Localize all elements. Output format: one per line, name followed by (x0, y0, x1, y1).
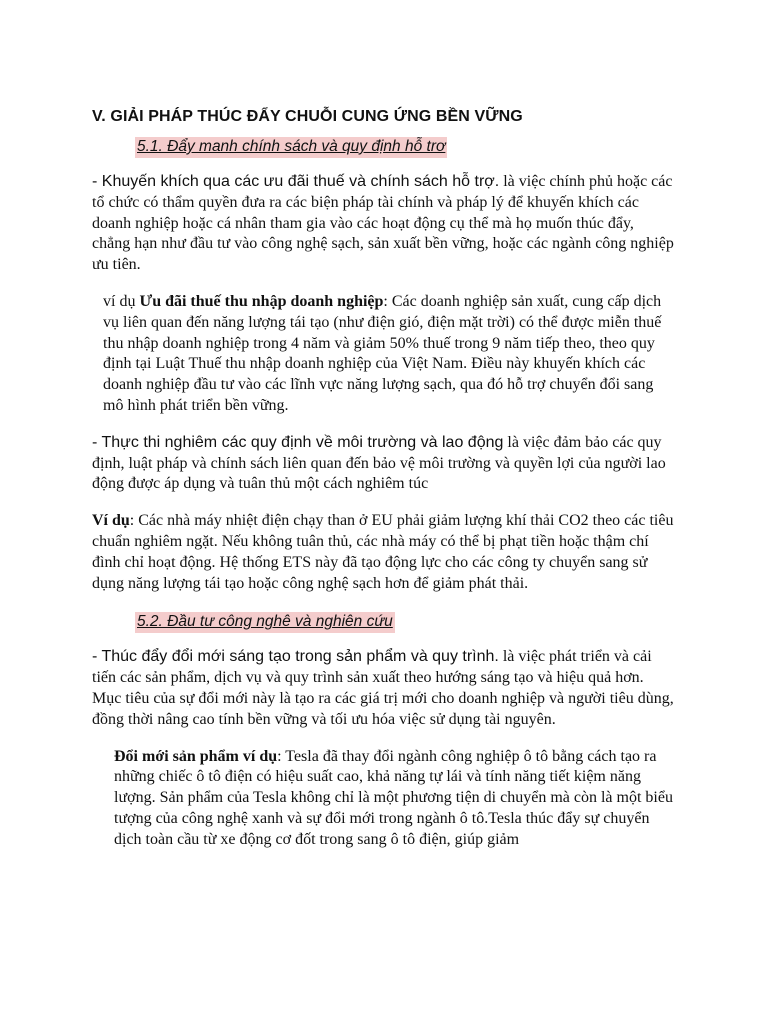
example-bold-term: Ví dụ (92, 512, 130, 530)
example-tesla (92, 747, 676, 851)
paragraph-tax-incentives (92, 172, 676, 276)
paragraph-lead: - Thực thi nghiêm các quy định về môi trường và lao động (92, 433, 504, 451)
example-bold-term: Đổi mới sản phẩm ví dụ (114, 747, 278, 765)
example-eu-emissions (92, 511, 676, 594)
paragraph-body: là việc đảm bảo các quy định, luật pháp và chính sách liên quan đến bảo vệ môi trường và quyền lợi của người lao động được áp dụng và tuân thủ một cách nghiêm túc (92, 433, 666, 493)
paragraph-body: là việc chính phủ hoặc các tổ chức có thẩm quyền đưa ra các biện pháp tài chính và pháp lý để khuyến khích các doanh nghiệp hoặc cá nhân tham gia vào các hoạt động cụ thể mà họ muốn thúc đẩy, chẳng hạn như đầu tư vào công nghệ sạch, sản xuất bền vững, hoặc các ngành công nghiệp ưu tiên. (92, 173, 674, 274)
example-body: : Tesla đã thay đổi ngành công nghiệp ô tô bằng cách tạo ra những chiếc ô tô điện có hiệu suất cao, khả năng tự lái và tính năng tiết kiệm năng lượng. Sản phẩm của Tesla không chỉ là một phương tiện di chuyển mà còn là một biểu tượng của công nghệ xanh và sự đổi mới trong ngành ô tô.Tesla thúc đẩy sự chuyển dịch toàn cầu từ xe động cơ đốt trong sang ô tô điện, giúp giảm (114, 747, 673, 848)
paragraph-lead: - Khuyến khích qua các ưu đãi thuế và chính sách hỗ trợ. (92, 173, 500, 190)
subsection-title-5-2: 5.2. Đầu tư công nghê và nghiên cứu (135, 612, 395, 633)
paragraph-innovation (92, 647, 676, 730)
example-body: : Các nhà máy nhiệt điện chạy than ở EU phải giảm lượng khí thải CO2 theo các tiêu chuẩn nghiêm ngặt. Nếu không tuân thủ, các nhà máy có thể bị phạt tiền hoặc thậm chí đình chỉ hoạt động. Hệ thống ETS này đã tạo động lực cho các công ty chuyển sang sử dụng năng lượng tái tạo hoặc công nghệ sạch hơn để giảm phát thải. (92, 512, 674, 592)
example-tax-incentive (92, 292, 676, 417)
example-prefix: ví dụ (103, 292, 140, 310)
example-bold-term: Ưu đãi thuế thu nhập doanh nghiệp (139, 292, 384, 310)
example-body: : Các doanh nghiệp sản xuất, cung cấp dịch vụ liên quan đến năng lượng tái tạo (như điện gió, điện mặt trời) có thể được miễn thuế thu nhập doanh nghiệp trong 4 năm và giảm 50% thuế trong 9 năm tiếp theo, theo quy định tại Luật Thuế thu nhập doanh nghiệp của Việt Nam. Điều này khuyến khích các doanh nghiệp đầu tư vào các lĩnh vực năng lượng sạch, qua đó hỗ trợ chuyển đổi sang mô hình phát triển bền vững. (103, 292, 662, 414)
paragraph-body: là việc phát triển và cải tiến các sản phẩm, dịch vụ và quy trình sản xuất theo hướng sáng tạo và hiệu quả hơn. Mục tiêu của sự đổi mới này là tạo ra các giá trị mới cho doanh nghiệp và người tiêu dùng, đồng thời nâng cao tính bền vững và tối ưu hóa việc sử dụng tài nguyên. (92, 648, 674, 728)
subsection-title-5-1: 5.1. Đẩy manh chính sách và quy định hỗ trơ (135, 137, 447, 158)
paragraph-lead: - Thúc đẩy đổi mới sáng tạo trong sản phẩm và quy trình. (92, 648, 499, 666)
paragraph-regulations (92, 433, 676, 495)
section-title: V. GIẢI PHÁP THÚC ĐẨY CHUỖI CUNG ỨNG BỀN VỮNG (92, 108, 523, 125)
